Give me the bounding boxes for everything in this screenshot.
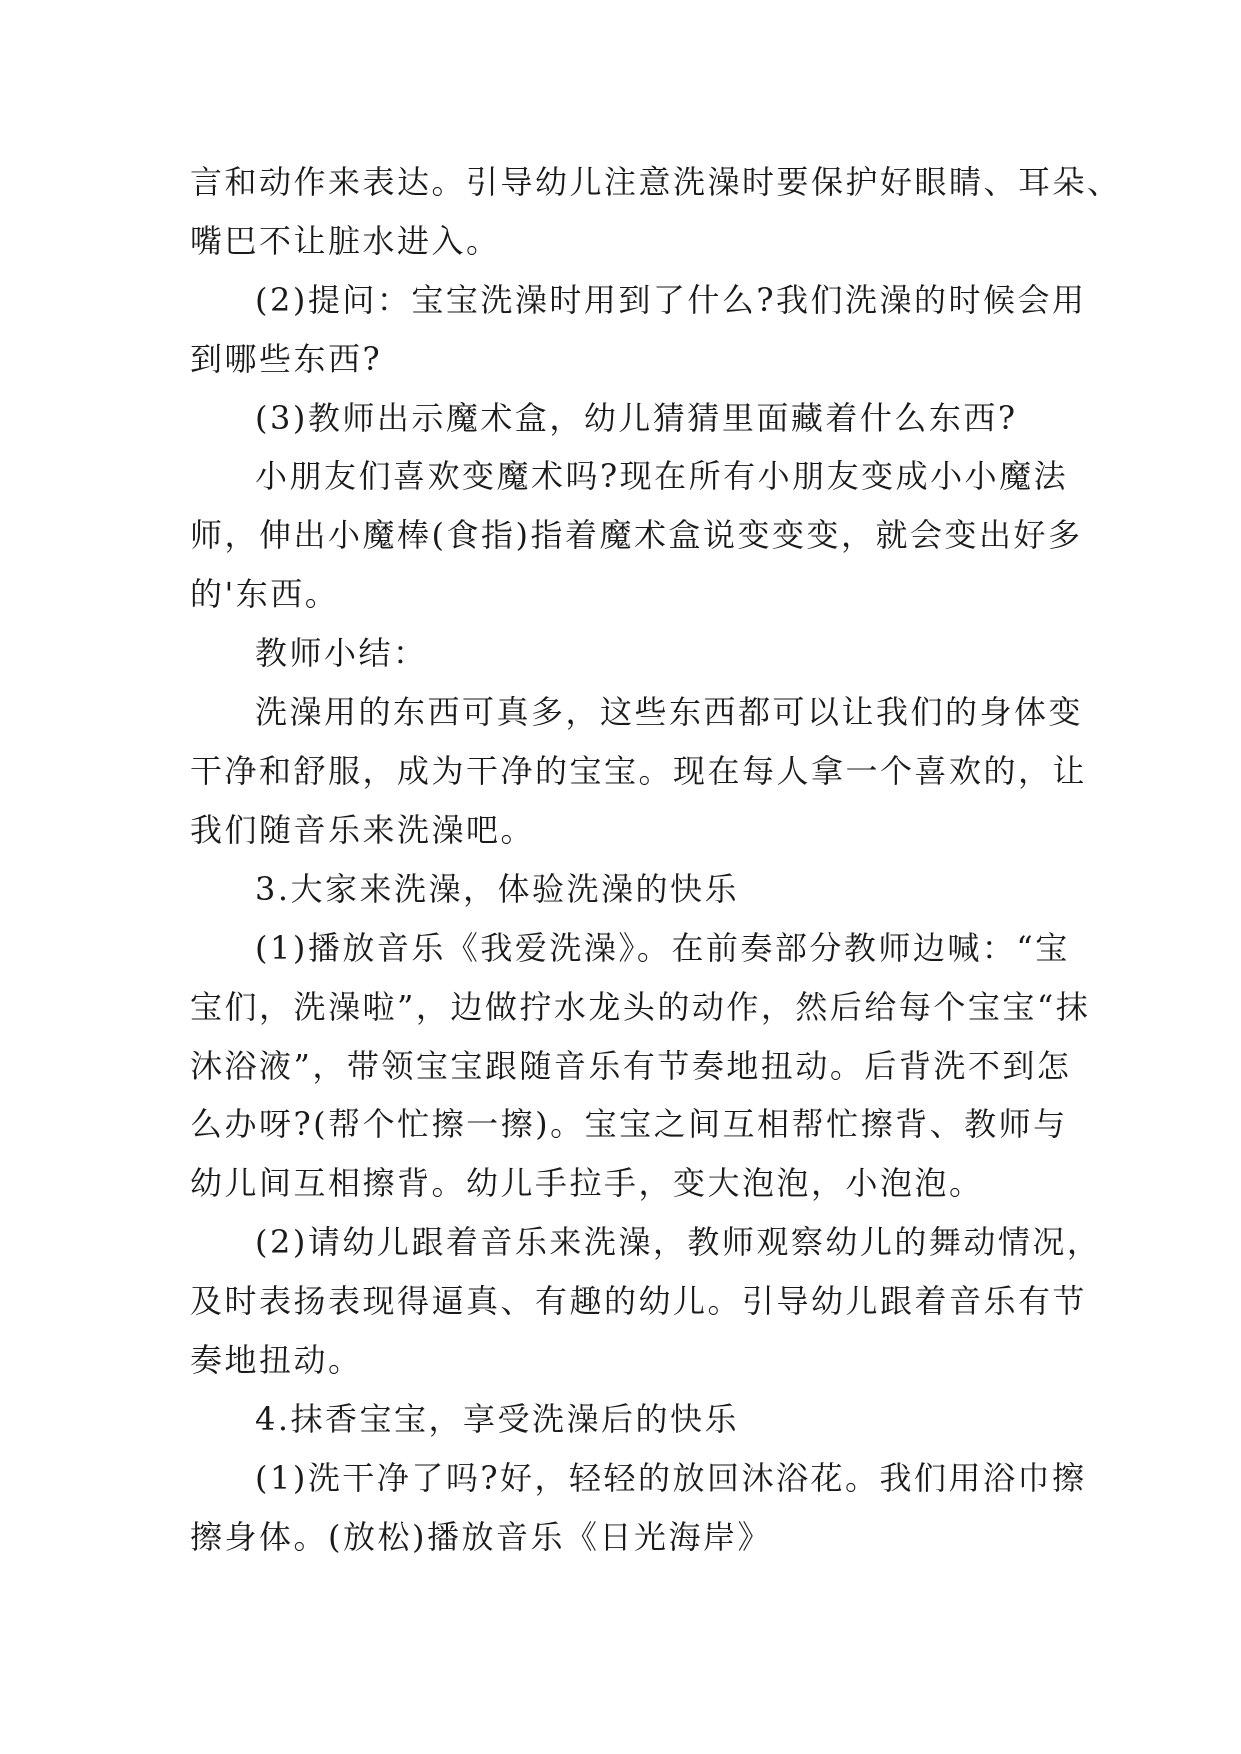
text-line: 及时表扬表现得逼真、有趣的幼儿。引导幼儿跟着音乐有节 [190, 1282, 1088, 1320]
text-line: 洗澡用的东西可真多，这些东西都可以让我们的身体变 [255, 693, 1084, 731]
text-line: 师，伸出小魔棒(食指)指着魔术盒说变变变，就会变出好多 [190, 516, 1083, 554]
text-line: 教师小结： [255, 634, 428, 672]
text-line: 擦身体。(放松)播放音乐《日光海岸》 [190, 1518, 772, 1556]
text-line: 嘴巴不让脏水进入。 [190, 222, 501, 260]
text-line: 奏地扭动。 [190, 1341, 363, 1379]
text-line: 到哪些东西? [190, 340, 383, 378]
text-line: 宝们，洗澡啦”，边做拧水龙头的动作，然后给每个宝宝“抹 [190, 988, 1091, 1026]
text-line: (2)请幼儿跟着音乐来洗澡，教师观察幼儿的舞动情况， [255, 1223, 1102, 1261]
text-line: (3)教师出示魔术盒，幼儿猜猜里面藏着什么东西? [255, 399, 1018, 437]
text-line: 的'东西。 [190, 575, 340, 613]
text-line: 3.大家来洗澡，体验洗澡的快乐 [255, 870, 740, 908]
text-line: 言和动作来表达。引导幼儿注意洗澡时要保护好眼睛、耳朵、 [190, 163, 1122, 201]
text-line: 沐浴液”，带领宝宝跟随音乐有节奏地扭动。后背洗不到怎 [190, 1047, 1072, 1085]
text-line: (1)洗干净了吗?好，轻轻的放回沐浴花。我们用浴巾擦 [255, 1459, 1087, 1497]
text-line: 幼儿间互相擦背。幼儿手拉手，变大泡泡，小泡泡。 [190, 1164, 984, 1202]
text-line: 小朋友们喜欢变魔术吗?现在所有小朋友变成小小魔法 [255, 457, 1069, 495]
text-line: 4.抹香宝宝，享受洗澡后的快乐 [255, 1400, 740, 1438]
text-line: 么办呀?(帮个忙擦一擦)。宝宝之间互相帮忙擦背、教师与 [190, 1105, 1068, 1143]
text-line: 干净和舒服，成为干净的宝宝。现在每人拿一个喜欢的，让 [190, 752, 1088, 790]
text-line: (1)播放音乐《我爱洗澡》。在前奏部分教师边喊：“宝 [255, 929, 1070, 967]
text-line: 我们随音乐来洗澡吧。 [190, 811, 536, 849]
text-line: (2)提问：宝宝洗澡时用到了什么?我们洗澡的时候会用 [255, 281, 1087, 319]
